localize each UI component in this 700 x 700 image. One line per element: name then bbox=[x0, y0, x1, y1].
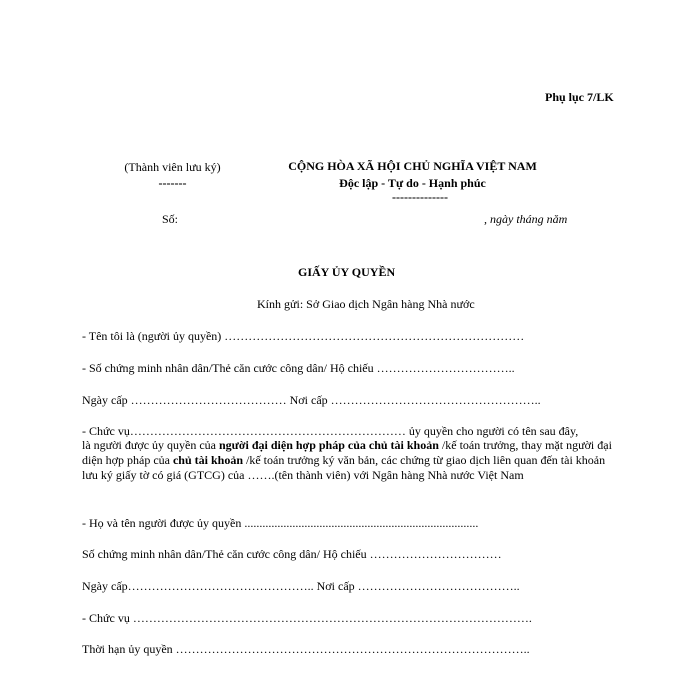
grantor-id-field: - Số chứng minh nhân dân/Thẻ căn cước công dân/ Hộ chiếu …………………………….. bbox=[82, 361, 515, 375]
paragraph-text-3: /kế toán trưởng ký văn bản, các chứng từ giao dịch liên quan đến tài khoản lưu ký giấy tờ có giá (GTCG) của …….(tên thành viên) với Ngân hàng Nhà nước Việt Nam bbox=[82, 453, 606, 482]
authorization-duration-field: Thời hạn ủy quyền …………………………………………………………………………….. bbox=[82, 642, 530, 656]
paragraph-bold-2: chủ tài khoản bbox=[172, 453, 244, 467]
motto-underline: -------------- bbox=[392, 190, 448, 204]
paragraph-bold-1: người đại diện hợp pháp của chủ tài khoản bbox=[219, 438, 439, 452]
proxy-name-field: - Họ và tên người được ủy quyền .............................................................................. bbox=[82, 516, 479, 530]
document-title: GIẤY ỦY QUYỀN bbox=[298, 265, 396, 279]
document-number-label: Số: bbox=[162, 212, 179, 226]
proxy-issue-field: Ngày cấp……………………………………….. Nơi cấp ………………………………….. bbox=[82, 579, 520, 593]
member-label: (Thành viên lưu ký) bbox=[124, 160, 221, 174]
motto: Độc lập - Tự do - Hạnh phúc bbox=[339, 176, 486, 190]
grantor-name-field: - Tên tôi là (người ủy quyền) ………………………………………………………………… bbox=[82, 329, 525, 343]
proxy-position-field: - Chức vụ ………………………………………………………………………………………. bbox=[82, 611, 532, 625]
grantor-issue-field: Ngày cấp ………………………………… Nơi cấp …………………………………………….. bbox=[82, 393, 541, 407]
left-dash: ------- bbox=[158, 176, 187, 190]
date-line: , ngày tháng năm bbox=[484, 212, 568, 226]
authorization-paragraph bbox=[82, 438, 612, 483]
proxy-id-field: Số chứng minh nhân dân/Thẻ căn cước công dân/ Hộ chiếu …………………………… bbox=[82, 547, 502, 561]
paragraph-text-2: /kế toán trưởng, thay mặt người đại diện hợp pháp của bbox=[82, 438, 612, 467]
recipient-line: Kính gửi: Sở Giao dịch Ngân hàng Nhà nước bbox=[257, 297, 475, 311]
paragraph-text-1: là người được ủy quyền của bbox=[82, 438, 219, 452]
grantor-position-field: - Chức vụ…………………………………………………………… ủy quyền cho người có tên sau đây, bbox=[82, 424, 579, 438]
appendix-label: Phụ lục 7/LK bbox=[545, 90, 614, 104]
national-title: CỘNG HÒA XÃ HỘI CHỦ NGHĨA VIỆT NAM bbox=[288, 159, 537, 173]
